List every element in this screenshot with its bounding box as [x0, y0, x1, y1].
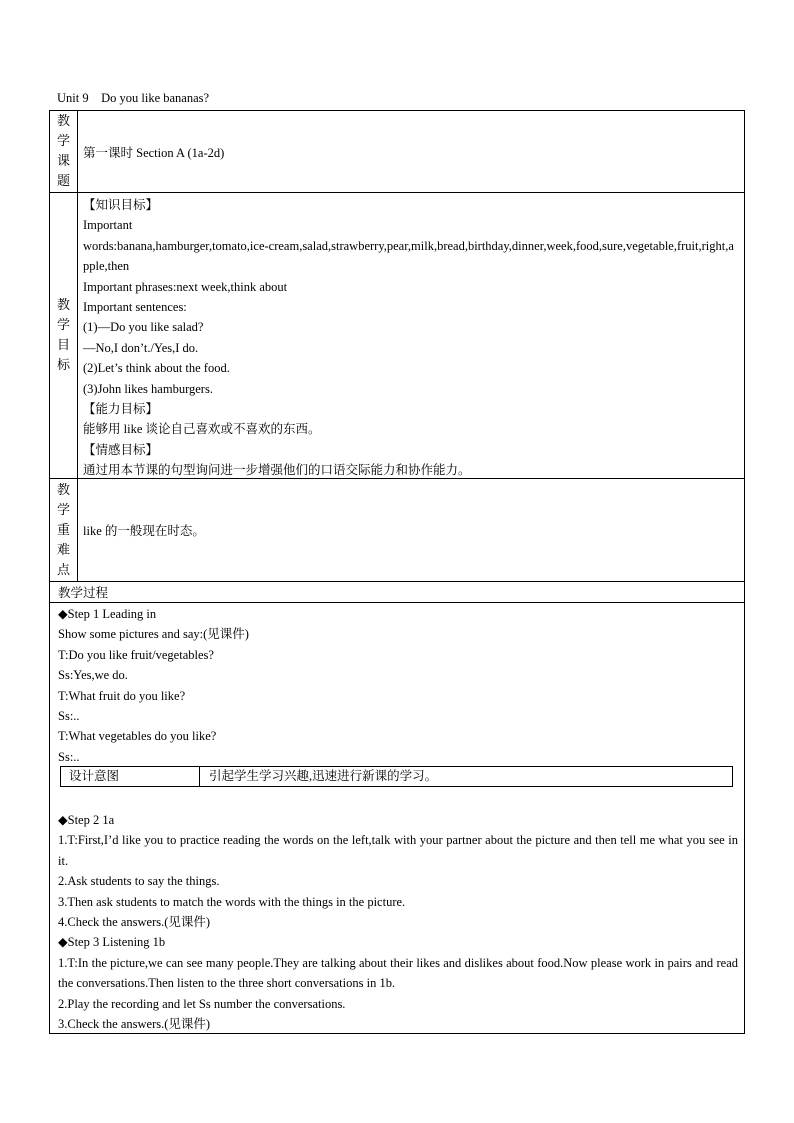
- process-line: T:Do you like fruit/vegetables?: [58, 647, 214, 662]
- design-intent-value: 引起学生学习兴趣,迅速进行新课的学习。: [209, 769, 438, 783]
- important-phrases: Important phrases:next week,think about: [83, 279, 288, 294]
- step3-paragraph: 1.T:In the picture,we can see many people.They are talking about their likes and dislikes about food.Now please work in pairs and read the conversations.Then listen to the three short conversations in 1b.: [58, 955, 738, 991]
- objective-line: (1)—Do you like salad?: [83, 320, 204, 335]
- step2-step3-block: [58, 810, 738, 1034]
- process-line: 3.Check the answers.(见课件): [58, 1017, 211, 1032]
- keypoints-label: 教 学 重 难 点: [56, 482, 70, 577]
- topic-content: 第一课时 Section A (1a-2d): [83, 146, 225, 160]
- process-title: 教学过程: [58, 586, 109, 600]
- lesson-heading: Unit 9 Do you like bananas?: [57, 91, 210, 105]
- topic-label: 教 学 课 题: [56, 113, 70, 188]
- knowledge-goal-title: 【知识目标】: [83, 198, 159, 212]
- design-intent-table: [60, 766, 733, 787]
- keypoints-content: like 的一般现在时态。: [83, 524, 205, 538]
- process-line: T:What vegetables do you like?: [58, 729, 217, 744]
- objective-line: 通过用本节课的句型询问进一步增强他们的口语交际能力和协作能力。: [83, 463, 471, 478]
- step2-paragraph: 1.T:First,I’d like you to practice reading the words on the left,talk with your partner about the picture and then tell me what you see in it.: [58, 833, 738, 868]
- process-line: 2.Play the recording and let Ss number the conversations.: [58, 996, 346, 1011]
- process-line: 4.Check the answers.(见课件): [58, 915, 211, 930]
- objectives-label: 教 学 目 标: [56, 297, 70, 372]
- process-line: T:What fruit do you like?: [58, 688, 186, 703]
- objective-line: 能够用 like 谈论自己喜欢或不喜欢的东西。: [83, 422, 321, 437]
- ability-goal-title: 【能力目标】: [83, 402, 159, 417]
- emotion-goal-title: 【情感目标】: [83, 442, 159, 457]
- objective-line: (2)Let’s think about the food.: [83, 361, 230, 376]
- important-words: words:banana,hamburger,tomato,ice-cream,salad,strawberry,pear,milk,bread,birthday,dinner,week,food,sure,vegetable,fruit,right,apple,then: [83, 238, 734, 274]
- lesson-plan-table: [49, 110, 745, 1034]
- step2-title: ◆Step 2 1a: [58, 813, 115, 827]
- objective-line: Important: [83, 218, 133, 233]
- step3-title: ◆Step 3 Listening 1b: [58, 935, 166, 950]
- objectives-content: [83, 195, 738, 481]
- process-line: 2.Ask students to say the things.: [58, 874, 220, 889]
- design-intent-label: 设计意图: [61, 767, 200, 786]
- process-line: Ss:..: [58, 749, 80, 764]
- objective-line: —No,I don’t./Yes,I do.: [83, 340, 199, 355]
- process-line: 3.Then ask students to match the words with the things in the picture.: [58, 894, 406, 909]
- process-line: Ss:Yes,we do.: [58, 668, 128, 683]
- step1-title: ◆Step 1 Leading in: [58, 607, 157, 621]
- objective-line: (3)John likes hamburgers.: [83, 381, 213, 396]
- objective-line: Important sentences:: [83, 300, 187, 315]
- step1-block: [58, 604, 738, 767]
- process-line: Ss:..: [58, 709, 80, 724]
- row-divider: [50, 192, 744, 193]
- label-column-divider: [77, 111, 78, 581]
- row-divider: [50, 581, 744, 582]
- process-line: Show some pictures and say:(见课件): [58, 627, 249, 642]
